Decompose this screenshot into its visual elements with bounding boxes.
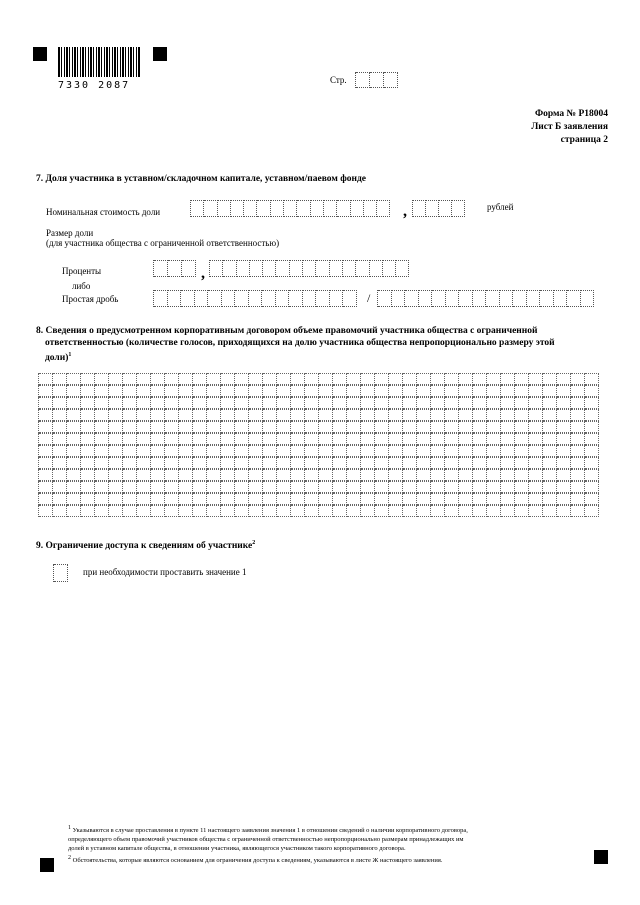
footnote-2 bbox=[68, 854, 588, 865]
share-size-label: Размер доли bbox=[46, 228, 94, 238]
barcode-number: 7330 2087 bbox=[58, 80, 131, 91]
barcode bbox=[58, 47, 140, 77]
footnote-1-line-3: долей в уставном капитале общества, в отношении участника, являющегося участником такого корпоративного договора. bbox=[68, 845, 406, 853]
section-8-grid-row[interactable] bbox=[38, 397, 599, 409]
footnote-1 bbox=[68, 824, 588, 853]
fraction-label: Простая дробь bbox=[62, 294, 119, 304]
section-8-title-line-3: доли) bbox=[45, 353, 69, 364]
registration-marker-top-right bbox=[153, 47, 167, 61]
section-8-grid-row[interactable] bbox=[38, 469, 599, 481]
nominal-value-rubles-field[interactable] bbox=[190, 200, 390, 217]
section-8-grid-row[interactable] bbox=[38, 481, 599, 493]
registration-marker-bottom-left bbox=[40, 858, 54, 872]
section-8-grid-row[interactable] bbox=[38, 433, 599, 445]
page-number-field[interactable] bbox=[355, 72, 398, 88]
section-8-grid-row[interactable] bbox=[38, 493, 599, 505]
form-title: Форма № Р18004 bbox=[534, 109, 608, 119]
fraction-separator: / bbox=[367, 291, 371, 305]
percent-label: Проценты bbox=[62, 266, 102, 276]
footnote-2-number: 2 bbox=[68, 855, 71, 861]
section-8-grid-row[interactable] bbox=[38, 445, 599, 457]
section-8-footnote-ref: 1 bbox=[68, 352, 72, 358]
section-9-footnote-ref: 2 bbox=[252, 540, 256, 546]
page-title: страница 2 bbox=[560, 135, 608, 145]
section-8-title-line-1: 8. Сведения о предусмотренном корпоративным договором объеме правомочий участника общества с ограниченной bbox=[36, 326, 538, 336]
access-restriction-hint: при необходимости проставить значение 1 bbox=[83, 567, 247, 577]
nominal-value-label: Номинальная стоимость доли bbox=[46, 207, 161, 217]
section-8-grid-row[interactable] bbox=[38, 385, 599, 397]
section-7-title: 7. Доля участника в уставном/складочном капитале, уставном/паевом фонде bbox=[36, 174, 367, 184]
section-9-title-text: 9. Ограничение доступа к сведениям об участнике bbox=[36, 541, 253, 552]
page-label: Стр. bbox=[330, 75, 347, 85]
section-8-title bbox=[36, 325, 606, 364]
footnote-1-line-1: Указываются в случае проставления в пункте 11 настоящего заявления значения 1 в отношении сведений о наличии корпоративного договора, bbox=[72, 827, 468, 835]
nominal-value-kopecks-field[interactable] bbox=[412, 200, 465, 217]
decimal-separator: , bbox=[403, 203, 407, 220]
section-8-grid-row[interactable] bbox=[38, 505, 599, 517]
percent-fraction-field[interactable] bbox=[209, 260, 409, 277]
section-8-grid-row[interactable] bbox=[38, 373, 599, 385]
section-8-grid-row[interactable] bbox=[38, 457, 599, 469]
section-8-grid-row[interactable] bbox=[38, 409, 599, 421]
footnote-1-line-2: определяющего объем правомочий участников общества с ограниченной ответственностью непропорционально размерам принадлежащих им bbox=[68, 836, 464, 844]
fraction-denominator-field[interactable] bbox=[377, 290, 594, 307]
sheet-title: Лист Б заявления bbox=[531, 122, 608, 132]
registration-marker-bottom-right bbox=[594, 850, 608, 864]
percent-decimal-separator: , bbox=[201, 265, 205, 282]
footnote-2-text: Обстоятельства, которые являются основанием для ограничения доступа к сведениям, указываются в листе Ж настоящего заявления. bbox=[72, 857, 443, 865]
fraction-numerator-field[interactable] bbox=[153, 290, 357, 307]
or-label: либо bbox=[72, 281, 91, 291]
percent-integer-field[interactable] bbox=[153, 260, 196, 277]
section-9-title bbox=[36, 540, 255, 551]
section-8-title-line-2: ответственностью (количестве голосов, приходящихся на долю участника общества непропорционально размеру этой bbox=[45, 338, 555, 348]
registration-marker-top-left bbox=[33, 47, 47, 61]
share-size-sublabel: (для участника общества с ограниченной ответственностью) bbox=[46, 238, 280, 248]
footnote-1-number: 1 bbox=[68, 825, 71, 831]
access-restriction-checkbox[interactable] bbox=[53, 564, 68, 582]
currency-label: рублей bbox=[487, 202, 514, 212]
section-8-grid-row[interactable] bbox=[38, 421, 599, 433]
